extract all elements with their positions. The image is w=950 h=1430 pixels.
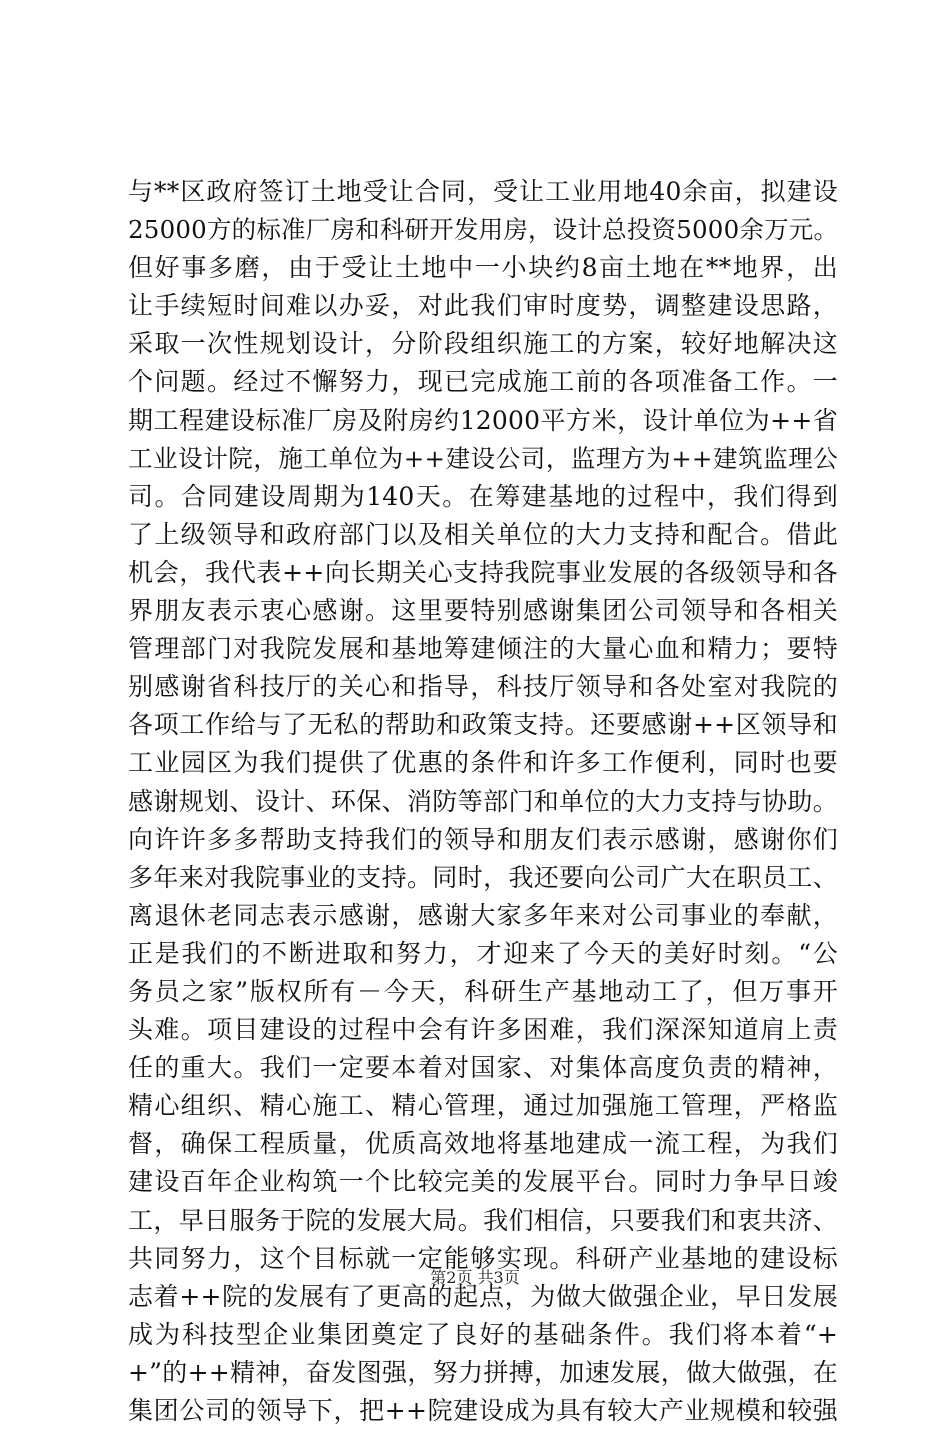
text-line: 多年来对我院事业的支持。同时，我还要向公司广大在职员工、: [128, 862, 838, 892]
text-line: 界朋友表示衷心感谢。这里要特别感谢集团公司领导和各相关: [128, 596, 838, 626]
text-line: 让手续短时间难以办妥，对此我们审时度势，调整建设思路，: [128, 291, 838, 321]
text-line: 司。合同建设周期为140天。在筹建基地的过程中，我们得到: [128, 481, 838, 511]
text-line: 工业园区为我们提供了优惠的条件和许多工作便利，同时也要: [128, 748, 838, 778]
text-line: 了上级领导和政府部门以及相关单位的大力支持和配合。借此: [128, 519, 838, 549]
text-line: 集团公司的领导下，把++院建设成为具有较大产业规模和较强: [128, 1396, 838, 1425]
text-line: 工，早日服务于院的发展大局。我们相信，只要我们和衷共济、: [128, 1205, 838, 1235]
text-line: 采取一次性规划设计，分阶段组织施工的方案，较好地解决这: [128, 329, 838, 359]
text-line: +”的++精神，奋发图强，努力拼搏，加速发展，做大做强，在: [128, 1357, 838, 1387]
text-line: 督，确保工程质量，优质高效地将基地建成一流工程，为我们: [128, 1129, 838, 1159]
text-line: 机会，我代表++向长期关心支持我院事业发展的各级领导和各: [128, 557, 838, 587]
text-line: 离退休老同志表示感谢，感谢大家多年来对公司事业的奉献，: [128, 900, 838, 930]
page-footer: 第2页 共3页: [430, 1268, 520, 1287]
text-line: 共同努力，这个目标就一定能够实现。科研产业基地的建设标: [128, 1243, 838, 1273]
text-line: 精心组织、精心施工、精心管理，通过加强施工管理，严格监: [128, 1091, 838, 1121]
text-line: 头难。项目建设的过程中会有许多困难，我们深深知道肩上责: [128, 1015, 838, 1045]
text-line: 期工程建设标准厂房及附房约12000平方米，设计单位为++省: [128, 405, 838, 435]
text-line: 与**区政府签订土地受让合同，受让工业用地40余亩，拟建设: [128, 177, 838, 206]
text-line: 志着++院的发展有了更高的起点，为做大做强企业，早日发展: [128, 1281, 838, 1311]
text-line: 向许许多多帮助支持我们的领导和朋友们表示感谢，感谢你们: [128, 824, 838, 854]
text-line: 工业设计院，施工单位为++建设公司，监理方为++建筑监理公: [128, 443, 838, 473]
text-line: 各项工作给与了无私的帮助和政策支持。还要感谢++区领导和: [128, 710, 838, 740]
text-line: 务员之家”版权所有－今天，科研生产基地动工了，但万事开: [128, 976, 838, 1006]
text-line: 25000方的标准厂房和科研开发用房，设计总投资5000余万元。: [128, 215, 839, 245]
text-line: 别感谢省科技厅的关心和指导，科技厅领导和各处室对我院的: [128, 672, 838, 702]
text-line: 但好事多磨，由于受让土地中一小块约8亩土地在**地界，出: [128, 253, 838, 283]
text-line: 个问题。经过不懈努力，现已完成施工前的各项准备工作。一: [128, 367, 838, 397]
text-line: 正是我们的不断进取和努力，才迎来了今天的美好时刻。“公: [128, 938, 838, 968]
text-line: 感谢规划、设计、环保、消防等部门和单位的大力支持与协助。: [128, 786, 838, 816]
text-line: 任的重大。我们一定要本着对国家、对集体高度负责的精神，: [128, 1053, 838, 1083]
text-line: 成为科技型企业集团奠定了良好的基础条件。我们将本着“+: [128, 1319, 838, 1349]
text-line: 管理部门对我院发展和基地筹建倾注的大量心血和精力；要特: [128, 634, 838, 664]
body-text: [128, 173, 838, 1430]
text-line: 建设百年企业构筑一个比较完美的发展平台。同时力争早日竣: [128, 1167, 838, 1197]
